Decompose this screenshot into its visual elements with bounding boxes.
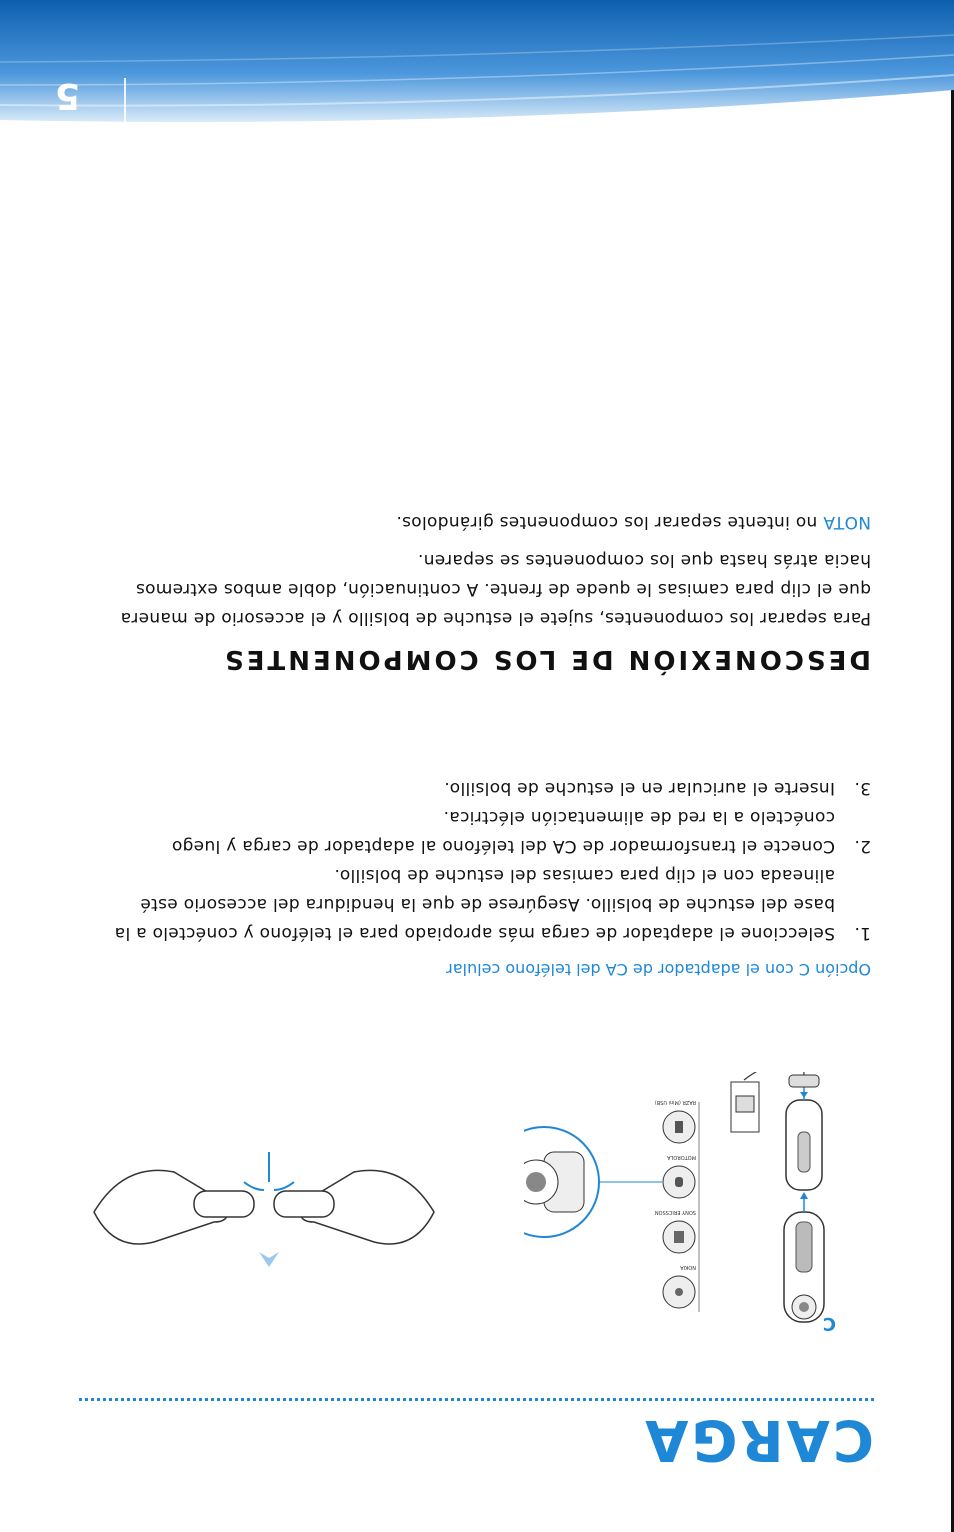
list-item bbox=[101, 802, 871, 860]
brand-label: SONY ERICSSON bbox=[654, 1209, 696, 1215]
header-band bbox=[0, 0, 954, 130]
brand-label: RAZR (Mini USB) bbox=[654, 1099, 696, 1105]
phone-adapter-tips bbox=[655, 1099, 699, 1312]
hands-disconnect-illustration bbox=[84, 1122, 444, 1282]
zoom-detail-illustration bbox=[524, 1127, 599, 1237]
note bbox=[101, 512, 871, 532]
brand-label: MOTOROLA bbox=[667, 1154, 696, 1160]
note-label: NOTA bbox=[823, 512, 871, 532]
step-text: Conecte el transformador de CA del teléfono al adaptador de carga y luego conéctelo a la red de alimentación eléctrica. bbox=[171, 807, 835, 856]
headset-illustration bbox=[784, 1212, 824, 1322]
step-number: 3. bbox=[854, 778, 871, 798]
wall-outlet-illustration bbox=[731, 1082, 759, 1132]
step-text: Seleccione el adaptador de carga más apropiado para el teléfono y conéctelo a la base del estuche de bolsillo. Asegúrese de que la hendidura del accesorio esté alineada con el clip para camisas del estuche de bolsillo. bbox=[114, 865, 835, 943]
page-number: 5 bbox=[55, 75, 81, 116]
page-number-rule bbox=[124, 78, 126, 134]
step-text: Inserte el auricular en el estuche de bolsillo. bbox=[444, 778, 835, 798]
page-title: CARGA bbox=[642, 1407, 874, 1472]
step-number: 2. bbox=[854, 836, 871, 856]
note-text: no intente separar los componentes girándolos. bbox=[396, 512, 823, 532]
list-item bbox=[101, 860, 871, 947]
dotted-divider bbox=[79, 1398, 874, 1401]
step-number: 1. bbox=[854, 923, 871, 943]
section-heading: DESCONEXIÓN DE LOS COMPONENTES bbox=[221, 644, 871, 674]
list-item bbox=[101, 773, 871, 802]
brand-label: NOKIA bbox=[680, 1264, 696, 1270]
pocket-case-illustration bbox=[786, 1100, 822, 1190]
step-list bbox=[101, 773, 871, 947]
section-paragraph: Para separar los componentes, sujete el estuche de bolsillo y el accesorio de manera que el clip para camisas le quede de frente. A continuación, doble ambos extremos hacia atrás hasta que los componentes se separen. bbox=[120, 550, 871, 628]
option-subtitle: Opción C con el adaptador de CA del teléfono celular bbox=[446, 960, 871, 979]
charging-diagram bbox=[524, 1072, 874, 1342]
figure-label: C bbox=[822, 1313, 836, 1334]
